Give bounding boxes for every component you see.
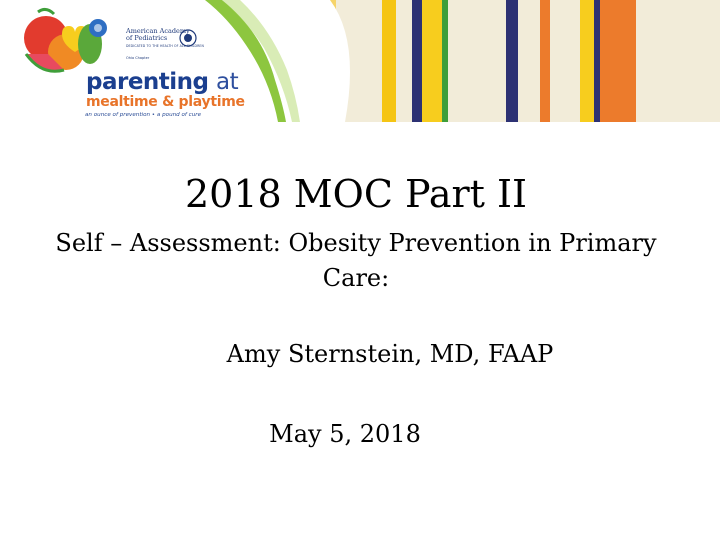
slide-title: 2018 MOC Part II [184,172,528,216]
presenter-name: Amy Sternstein, MD, FAAP [226,340,554,368]
aap-tagline: DEDICATED TO THE HEALTH OF ALL CHILDREN [126,44,204,48]
brand-title [86,70,238,94]
brand-at: at [216,69,239,95]
brand-subtitle: mealtime & playtime [86,94,245,110]
parenting-logo [18,4,245,124]
aap-name: American Academy of Pediatrics [126,27,190,42]
presentation-date: May 5, 2018 [269,420,421,448]
aap-chapter: Ohio Chapter [126,56,150,60]
slide-subtitle: Self – Assessment: Obesity Prevention in Primary Care: [55,229,657,292]
brand-tagline: an ounce of prevention • a pound of cure [85,112,202,118]
brand-parenting: parenting [86,69,209,95]
